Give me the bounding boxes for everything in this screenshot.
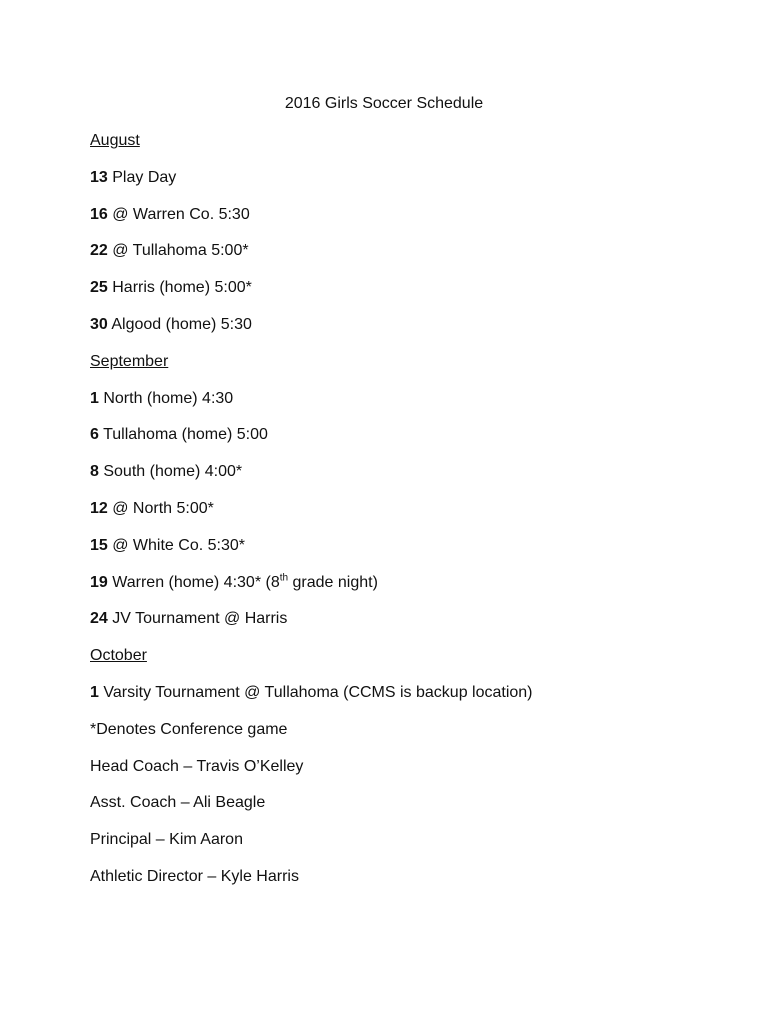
schedule-item <box>90 682 730 719</box>
schedule-item <box>90 535 730 572</box>
schedule-day: 15 <box>90 536 108 554</box>
schedule-day: 25 <box>90 279 108 297</box>
schedule-item <box>90 240 730 277</box>
document-title: 2016 Girls Soccer Schedule <box>284 95 484 112</box>
schedule-day: 1 <box>90 683 99 701</box>
schedule-event: @ North 5:00* <box>107 499 214 517</box>
asst-coach-line: Asst. Coach – Ali Beagle <box>90 794 266 812</box>
schedule-event: Varsity Tournament @ Tullahoma (CCMS is backup location) <box>98 683 533 701</box>
schedule-list <box>90 130 730 903</box>
schedule-day: 12 <box>90 499 108 517</box>
schedule-item <box>90 314 730 351</box>
schedule-item <box>90 277 730 314</box>
schedule-item <box>90 167 730 204</box>
ordinal-suffix: th <box>279 572 289 584</box>
schedule-item <box>90 424 730 461</box>
schedule-event-after: grade night) <box>288 573 378 591</box>
conference-note: *Denotes Conference game <box>90 720 288 738</box>
schedule-day: 1 <box>90 389 99 407</box>
schedule-item <box>90 572 730 609</box>
month-heading-september: September <box>90 352 169 370</box>
schedule-item <box>90 608 730 645</box>
schedule-day: 8 <box>90 463 99 481</box>
athletic-director-line: Athletic Director – Kyle Harris <box>90 867 299 885</box>
schedule-event: Tullahoma (home) 5:00 <box>98 426 268 444</box>
head-coach-line: Head Coach – Travis O’Kelley <box>90 757 304 775</box>
schedule-day: 24 <box>90 610 108 628</box>
schedule-event: North (home) 4:30 <box>98 389 234 407</box>
schedule-day: 13 <box>90 168 108 186</box>
schedule-event-before: Warren (home) 4:30* (8 <box>107 573 280 591</box>
schedule-item <box>90 204 730 241</box>
schedule-event: Algood (home) 5:30 <box>107 315 252 333</box>
schedule-event: Play Day <box>107 168 177 186</box>
schedule-event: Harris (home) 5:00* <box>107 279 252 297</box>
schedule-item <box>90 461 730 498</box>
schedule-item <box>90 388 730 425</box>
month-heading-august: August <box>90 132 140 149</box>
schedule-event: @ Warren Co. 5:30 <box>107 205 250 223</box>
schedule-day: 16 <box>90 205 108 223</box>
principal-line: Principal – Kim Aaron <box>90 831 243 849</box>
schedule-event: @ White Co. 5:30* <box>107 536 245 554</box>
schedule-day: 30 <box>90 315 108 333</box>
schedule-item <box>90 498 730 535</box>
schedule-day: 22 <box>90 242 108 260</box>
month-heading-october: October <box>90 647 147 665</box>
schedule-event: JV Tournament @ Harris <box>107 610 288 628</box>
schedule-event: @ Tullahoma 5:00* <box>107 242 249 260</box>
schedule-day: 6 <box>90 426 99 444</box>
schedule-event: South (home) 4:00* <box>98 463 243 481</box>
schedule-day: 19 <box>90 573 108 591</box>
